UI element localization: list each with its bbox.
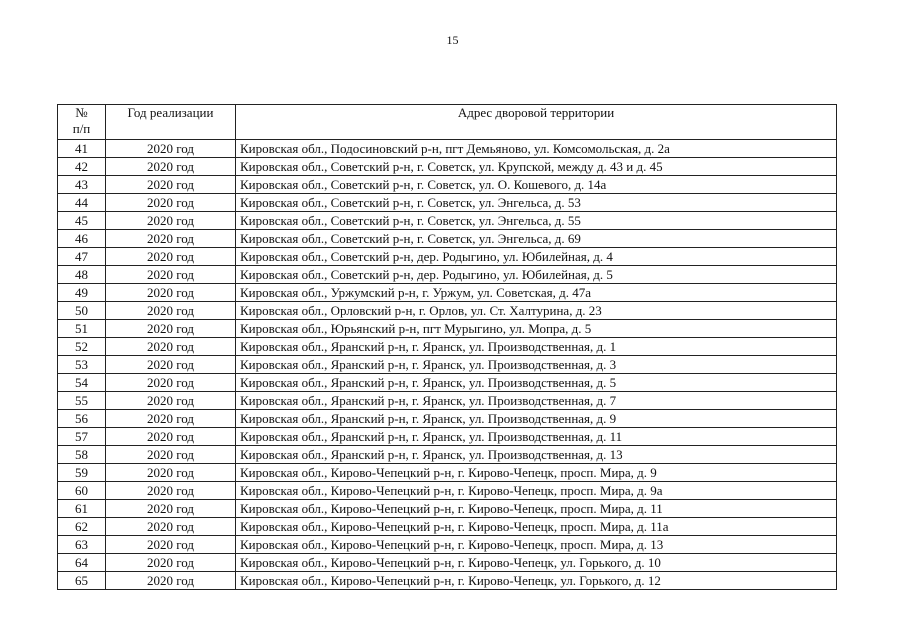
- row-year-cell: 2020 год: [106, 392, 236, 410]
- row-number-cell: 57: [58, 428, 106, 446]
- table-row: [58, 302, 837, 320]
- table-row: [58, 230, 837, 248]
- table-row: [58, 338, 837, 356]
- row-number-cell: 60: [58, 482, 106, 500]
- row-number-cell: 44: [58, 194, 106, 212]
- row-year-cell: 2020 год: [106, 320, 236, 338]
- header-number-line1: №: [75, 105, 88, 120]
- row-address-cell: Кировская обл., Советский р-н, г. Советск, ул. Энгельса, д. 55: [236, 212, 837, 230]
- row-year-cell: 2020 год: [106, 518, 236, 536]
- row-number-cell: 59: [58, 464, 106, 482]
- row-year-cell: 2020 год: [106, 266, 236, 284]
- row-address-cell: Кировская обл., Яранский р-н, г. Яранск, ул. Производственная, д. 9: [236, 410, 837, 428]
- row-year-cell: 2020 год: [106, 410, 236, 428]
- row-number-cell: 46: [58, 230, 106, 248]
- table-row: [58, 176, 837, 194]
- row-address-cell: Кировская обл., Кирово-Чепецкий р-н, г. Кирово-Чепецк, просп. Мира, д. 9а: [236, 482, 837, 500]
- header-address: Адрес дворовой территории: [236, 105, 837, 140]
- table-row: [58, 212, 837, 230]
- row-year-cell: 2020 год: [106, 446, 236, 464]
- row-year-cell: 2020 год: [106, 356, 236, 374]
- row-address-cell: Кировская обл., Яранский р-н, г. Яранск, ул. Производственная, д. 13: [236, 446, 837, 464]
- row-number-cell: 63: [58, 536, 106, 554]
- row-number-cell: 61: [58, 500, 106, 518]
- row-year-cell: 2020 год: [106, 248, 236, 266]
- row-address-cell: Кировская обл., Яранский р-н, г. Яранск, ул. Производственная, д. 11: [236, 428, 837, 446]
- row-address-cell: Кировская обл., Советский р-н, г. Советск, ул. Энгельса, д. 53: [236, 194, 837, 212]
- row-address-cell: Кировская обл., Яранский р-н, г. Яранск, ул. Производственная, д. 5: [236, 374, 837, 392]
- row-number-cell: 45: [58, 212, 106, 230]
- row-number-cell: 64: [58, 554, 106, 572]
- table-row: [58, 248, 837, 266]
- table-row: [58, 320, 837, 338]
- table-row: [58, 284, 837, 302]
- table-row: [58, 266, 837, 284]
- row-address-cell: Кировская обл., Яранский р-н, г. Яранск, ул. Производственная, д. 3: [236, 356, 837, 374]
- row-address-cell: Кировская обл., Кирово-Чепецкий р-н, г. Кирово-Чепецк, просп. Мира, д. 11а: [236, 518, 837, 536]
- table-row: [58, 518, 837, 536]
- table-row: [58, 374, 837, 392]
- table-row: [58, 500, 837, 518]
- row-address-cell: Кировская обл., Советский р-н, г. Советск, ул. Крупской, между д. 43 и д. 45: [236, 158, 837, 176]
- row-number-cell: 54: [58, 374, 106, 392]
- row-address-cell: Кировская обл., Советский р-н, г. Советск, ул. Энгельса, д. 69: [236, 230, 837, 248]
- row-address-cell: Кировская обл., Яранский р-н, г. Яранск, ул. Производственная, д. 1: [236, 338, 837, 356]
- row-year-cell: 2020 год: [106, 536, 236, 554]
- table-row: [58, 356, 837, 374]
- row-number-cell: 47: [58, 248, 106, 266]
- row-address-cell: Кировская обл., Кирово-Чепецкий р-н, г. Кирово-Чепецк, ул. Горького, д. 10: [236, 554, 837, 572]
- row-address-cell: Кировская обл., Юрьянский р-н, пгт Мурыгино, ул. Мопра, д. 5: [236, 320, 837, 338]
- table-row: [58, 482, 837, 500]
- table-row: [58, 392, 837, 410]
- row-number-cell: 53: [58, 356, 106, 374]
- row-year-cell: 2020 год: [106, 500, 236, 518]
- row-number-cell: 42: [58, 158, 106, 176]
- header-number-line2: п/п: [72, 121, 91, 136]
- row-address-cell: Кировская обл., Кирово-Чепецкий р-н, г. Кирово-Чепецк, просп. Мира, д. 9: [236, 464, 837, 482]
- row-address-cell: Кировская обл., Советский р-н, дер. Родыгино, ул. Юбилейная, д. 5: [236, 266, 837, 284]
- row-number-cell: 58: [58, 446, 106, 464]
- page-number: 15: [446, 33, 459, 47]
- header-year: Год реализации: [106, 105, 236, 140]
- header-number: [58, 105, 106, 140]
- row-number-cell: 56: [58, 410, 106, 428]
- row-year-cell: 2020 год: [106, 428, 236, 446]
- row-year-cell: 2020 год: [106, 338, 236, 356]
- row-address-cell: Кировская обл., Подосиновский р-н, пгт Демьяново, ул. Комсомольская, д. 2а: [236, 140, 837, 158]
- table-body: [58, 140, 837, 590]
- row-year-cell: 2020 год: [106, 140, 236, 158]
- table-row: [58, 572, 837, 590]
- row-year-cell: 2020 год: [106, 230, 236, 248]
- row-year-cell: 2020 год: [106, 158, 236, 176]
- row-year-cell: 2020 год: [106, 302, 236, 320]
- table-row: [58, 428, 837, 446]
- row-year-cell: 2020 год: [106, 374, 236, 392]
- table-row: [58, 536, 837, 554]
- row-year-cell: 2020 год: [106, 554, 236, 572]
- row-number-cell: 55: [58, 392, 106, 410]
- row-number-cell: 62: [58, 518, 106, 536]
- row-number-cell: 52: [58, 338, 106, 356]
- row-address-cell: Кировская обл., Советский р-н, г. Советск, ул. О. Кошевого, д. 14а: [236, 176, 837, 194]
- row-address-cell: Кировская обл., Яранский р-н, г. Яранск, ул. Производственная, д. 7: [236, 392, 837, 410]
- row-number-cell: 49: [58, 284, 106, 302]
- row-address-cell: Кировская обл., Уржумский р-н, г. Уржум, ул. Советская, д. 47а: [236, 284, 837, 302]
- row-year-cell: 2020 год: [106, 194, 236, 212]
- row-year-cell: 2020 год: [106, 176, 236, 194]
- table-row: [58, 158, 837, 176]
- row-address-cell: Кировская обл., Кирово-Чепецкий р-н, г. Кирово-Чепецк, ул. Горького, д. 12: [236, 572, 837, 590]
- row-year-cell: 2020 год: [106, 464, 236, 482]
- row-year-cell: 2020 год: [106, 572, 236, 590]
- row-number-cell: 65: [58, 572, 106, 590]
- table-row: [58, 194, 837, 212]
- row-year-cell: 2020 год: [106, 284, 236, 302]
- row-number-cell: 41: [58, 140, 106, 158]
- row-year-cell: 2020 год: [106, 482, 236, 500]
- row-number-cell: 48: [58, 266, 106, 284]
- table-row: [58, 464, 837, 482]
- row-number-cell: 51: [58, 320, 106, 338]
- row-number-cell: 50: [58, 302, 106, 320]
- row-number-cell: 43: [58, 176, 106, 194]
- row-address-cell: Кировская обл., Советский р-н, дер. Родыгино, ул. Юбилейная, д. 4: [236, 248, 837, 266]
- table-row: [58, 410, 837, 428]
- row-address-cell: Кировская обл., Орловский р-н, г. Орлов, ул. Ст. Халтурина, д. 23: [236, 302, 837, 320]
- row-address-cell: Кировская обл., Кирово-Чепецкий р-н, г. Кирово-Чепецк, просп. Мира, д. 13: [236, 536, 837, 554]
- row-address-cell: Кировская обл., Кирово-Чепецкий р-н, г. Кирово-Чепецк, просп. Мира, д. 11: [236, 500, 837, 518]
- table-header-row: [58, 105, 837, 140]
- address-table: [57, 104, 837, 590]
- table-row: [58, 554, 837, 572]
- row-year-cell: 2020 год: [106, 212, 236, 230]
- table-row: [58, 140, 837, 158]
- table-row: [58, 446, 837, 464]
